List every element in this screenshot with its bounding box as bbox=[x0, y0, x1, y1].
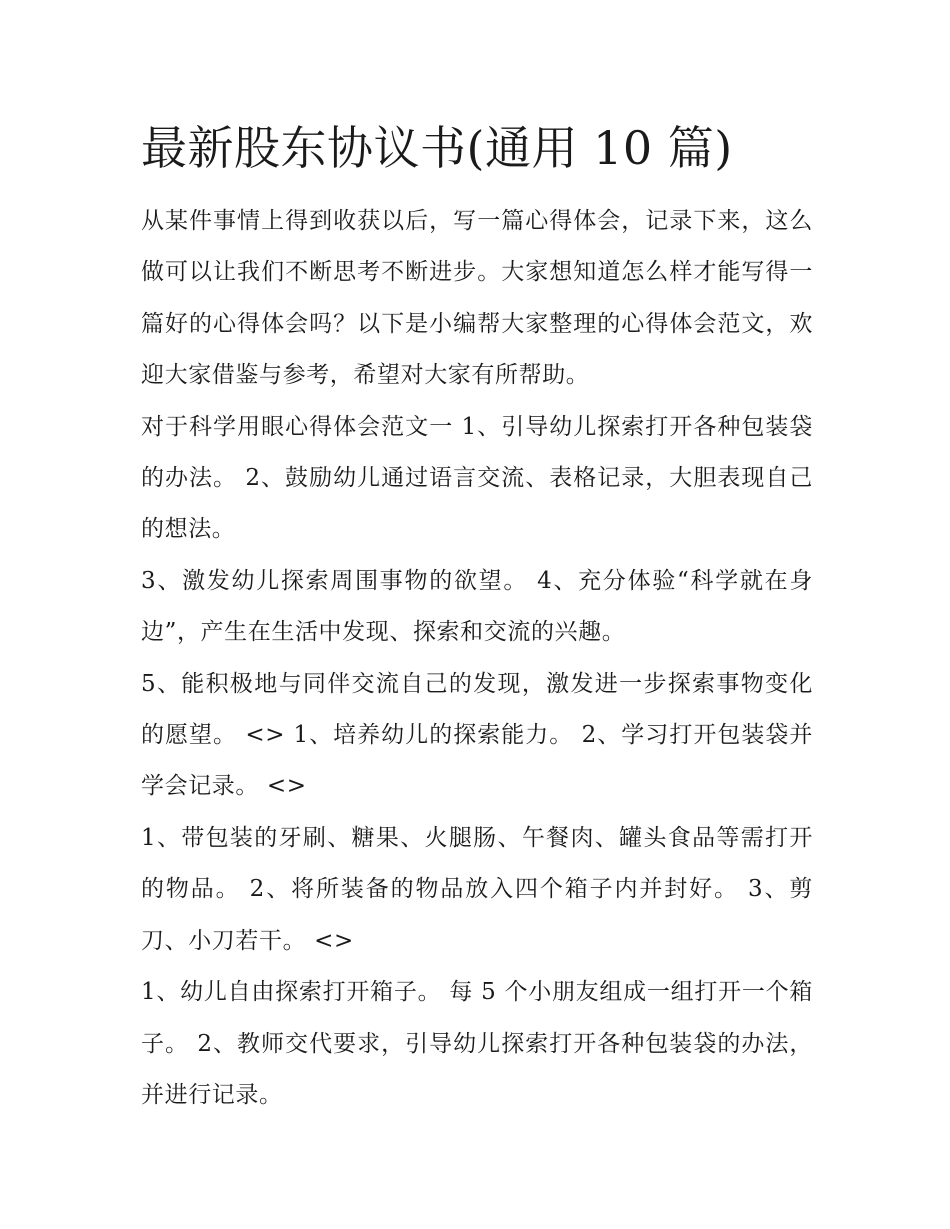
paragraph-process: 1、幼儿自由探索打开箱子。 每 5 个小朋友组成一组打开一个箱子。 2、教师交代要求，引导幼儿探索打开各种包装袋的办法，并进行记录。 bbox=[141, 979, 813, 1108]
paragraph-intro: 从某件事情上得到收获以后，写一篇心得体会，记录下来，这么做可以让我们不断思考不断进步。大家想知道怎么样才能写得一篇好的心得体会吗？以下是小编帮大家整理的心得体会范文，欢迎大家借鉴与参考，希望对大家有所帮助。 bbox=[141, 208, 813, 389]
paragraph-materials: 1、带包装的牙刷、糖果、火腿肠、午餐肉、罐头食品等需打开的物品。 2、将所装备的物品放入四个箱子内并封好。 3、剪刀、小刀若干。 <> bbox=[141, 824, 813, 954]
document-body bbox=[141, 196, 813, 1121]
document-title: 最新股东协议书(通用 10 篇) bbox=[141, 121, 733, 175]
paragraph-goals-1: 对于科学用眼心得体会范文一 1、引导幼儿探索打开各种包装袋的办法。 2、鼓励幼儿通过语言交流、表格记录，大胆表现自己的想法。 bbox=[141, 413, 813, 543]
paragraph-goals-3: 5、能积极地与同伴交流自己的发现，激发进一步探索事物变化的愿望。 <> 1、培养幼儿的探索能力。 2、学习打开包装袋并学会记录。 <> bbox=[141, 670, 813, 800]
paragraph-goals-2: 3、激发幼儿探索周围事物的欲望。 4、充分体验“科学就在身边”，产生在生活中发现、探索和交流的兴趣。 bbox=[141, 567, 813, 646]
